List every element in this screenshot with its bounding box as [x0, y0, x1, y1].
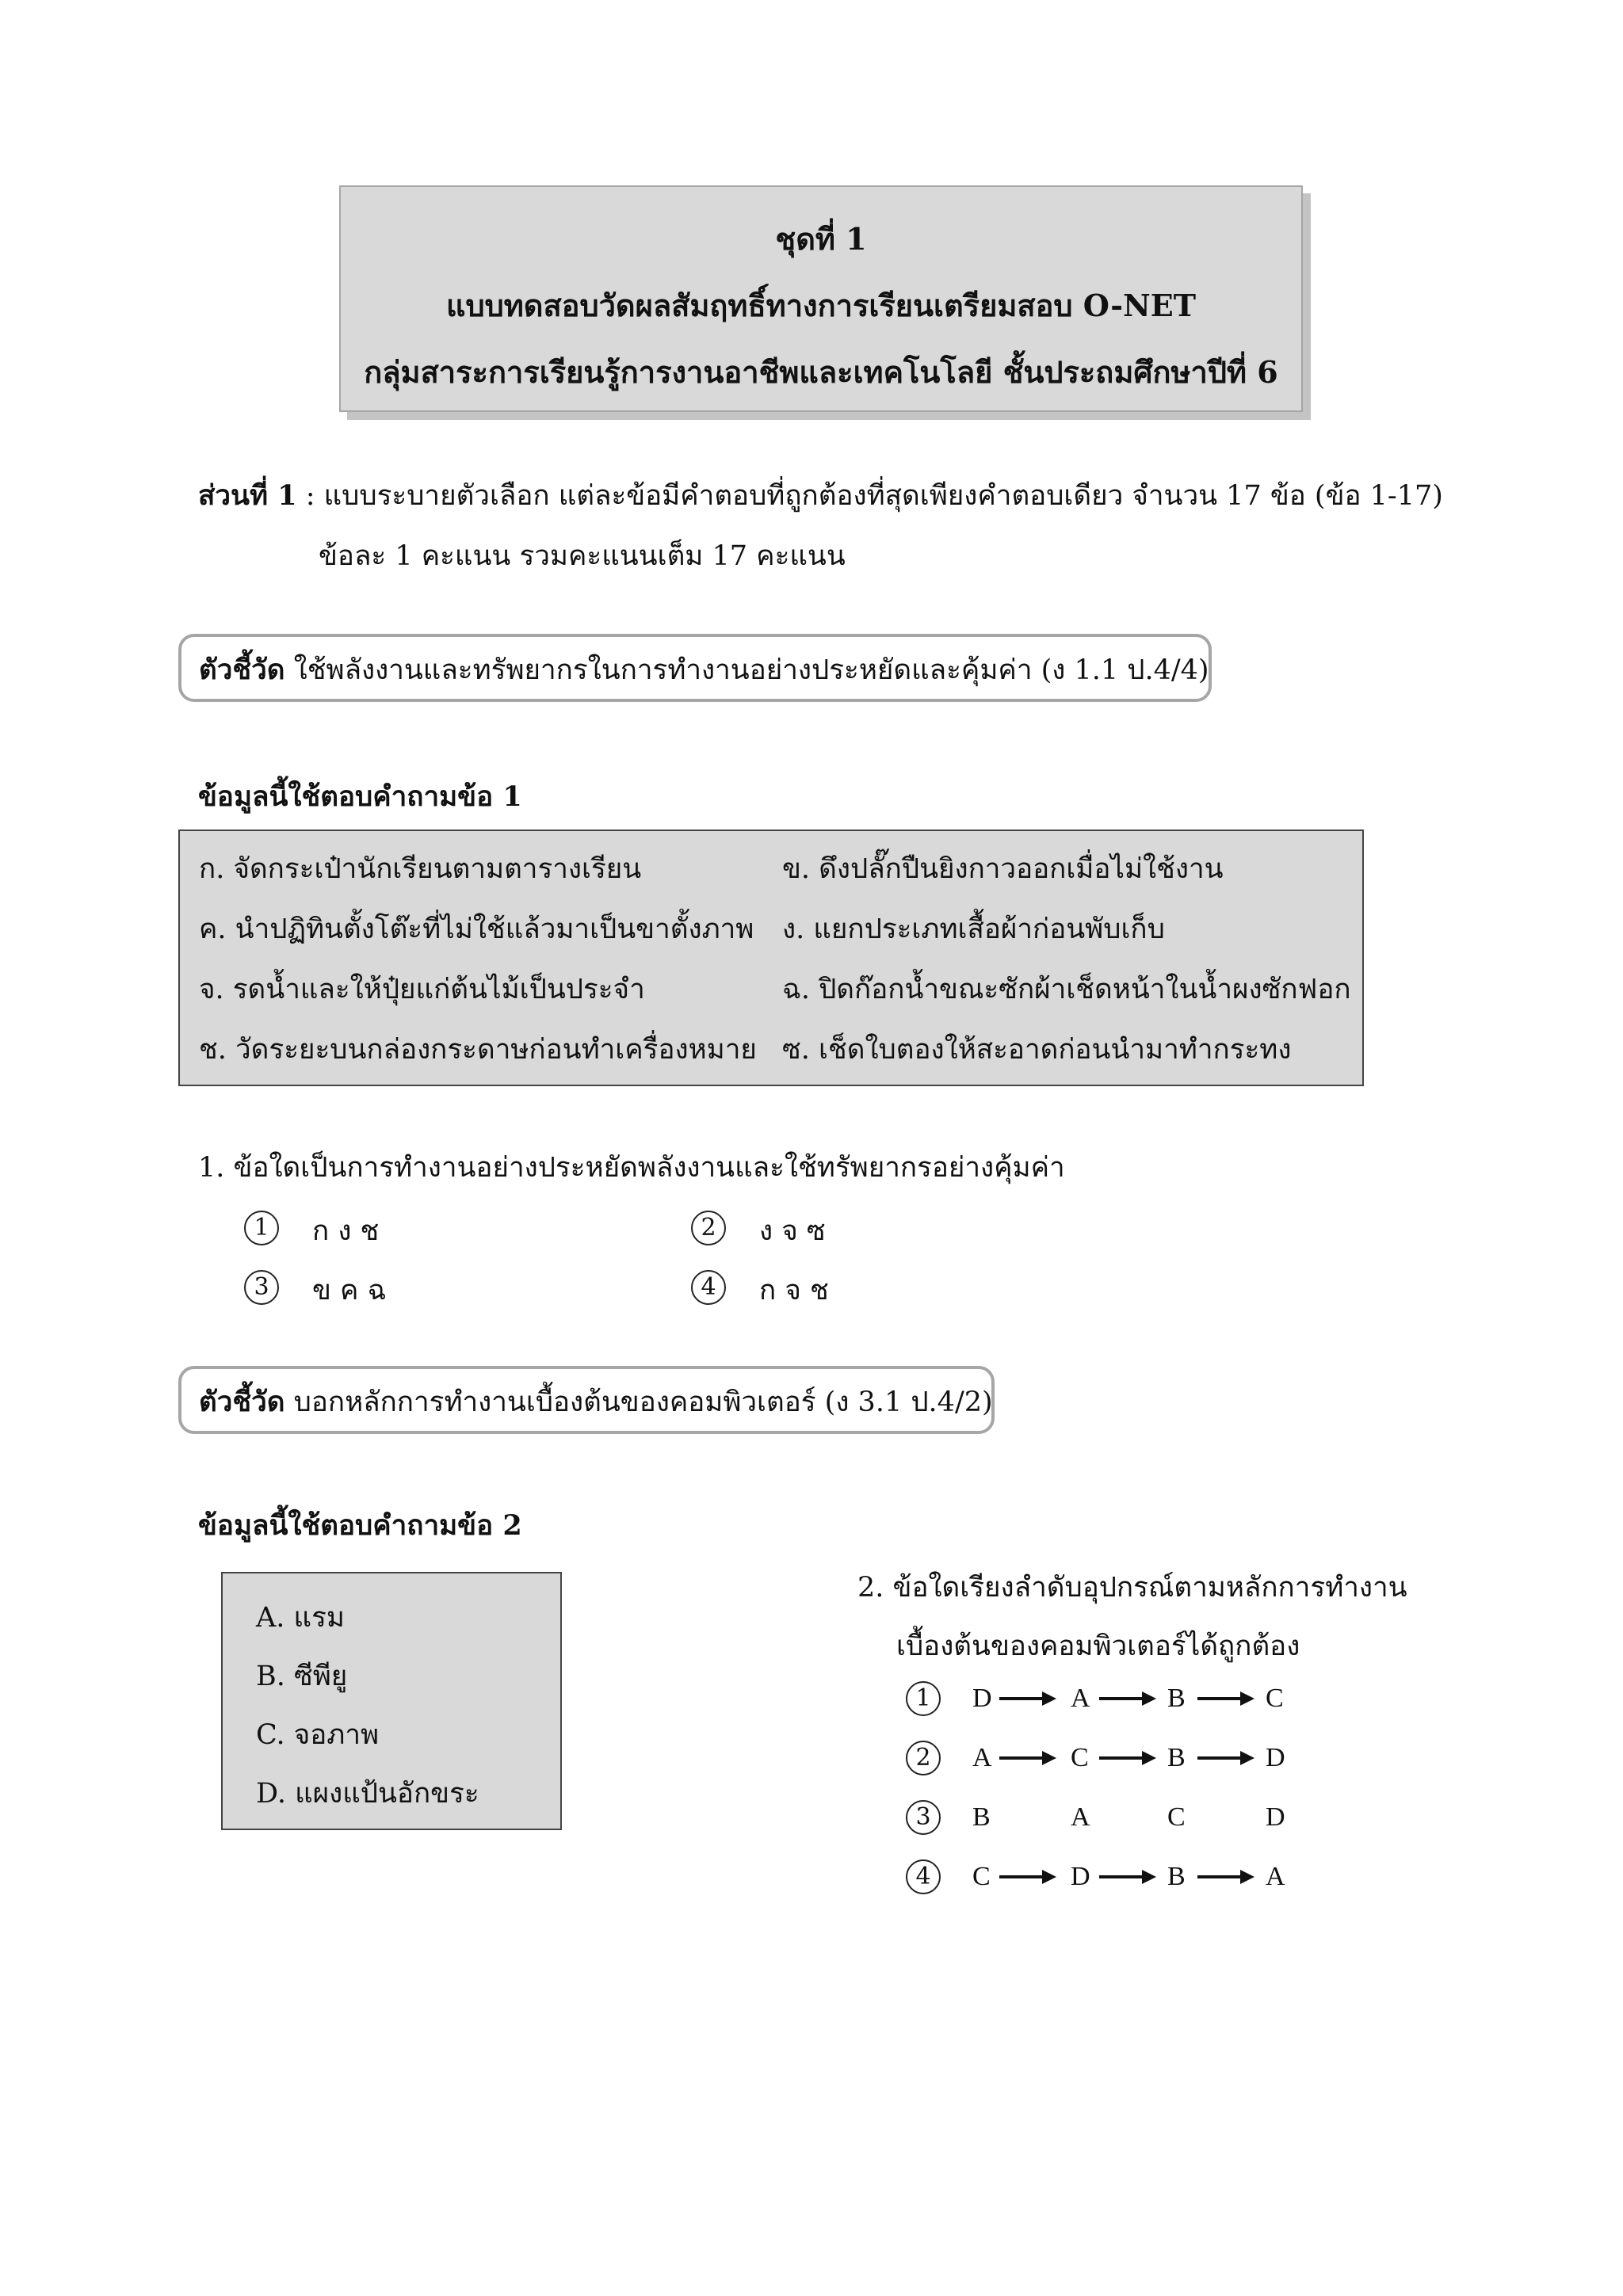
list-item: ช. วัดระยะบนกล่องกระดาษก่อนทำเครื่องหมาย — [199, 1034, 757, 1066]
q1-choice-2-circle[interactable]: 2 — [691, 1211, 726, 1245]
q1-choice-1-text: ก ง ช — [312, 1215, 380, 1247]
sequence-letter: A — [1071, 1684, 1090, 1713]
indicator-text: บอกหลักการทำงานเบื้องต้นของคอมพิวเตอร์ (ง 3.1 ป.4/2) — [285, 1386, 993, 1418]
part-text: : แบบระบายตัวเลือก แต่ละข้อมีคำตอบที่ถูกต้องที่สุดเพียงคำตอบเดียว จำนวน 17 ข้อ (ข้อ 1-17) — [296, 480, 1443, 512]
info-heading-1: ข้อมูลนี้ใช้ตอบคำถามข้อ 1 — [198, 780, 522, 813]
right-arrow-icon — [1098, 1689, 1158, 1708]
sequence-letter: D — [1266, 1802, 1285, 1832]
question-2-line-1: 2. ข้อใดเรียงลำดับอุปกรณ์ตามหลักการทำงาน — [857, 1572, 1407, 1604]
sequence-letter: C — [1071, 1743, 1089, 1772]
list-item: A. แรม — [256, 1602, 345, 1634]
q1-choice-3-text: ข ค ฉ — [312, 1275, 387, 1306]
title-test-name: แบบทดสอบวัดผลสัมฤทธิ์ทางการเรียนเตรียมสอบ O-NET — [446, 288, 1196, 323]
list-item: ก. จัดกระเป๋านักเรียนตามตารางเรียน — [199, 853, 642, 885]
indicator-box-1 — [178, 634, 1212, 702]
q1-choice-4-text: ก จ ช — [759, 1275, 829, 1306]
info-box-2 — [221, 1572, 562, 1830]
list-item: ข. ดึงปลั๊กปืนยิงกาวออกเมื่อไม่ใช้งาน — [782, 853, 1224, 885]
right-arrow-icon — [998, 1749, 1058, 1768]
title-subject: กลุ่มสาระการเรียนรู้การงานอาชีพและเทคโนโลยี ชั้นประถมศึกษาปีที่ 6 — [364, 354, 1278, 390]
part-score-line: ข้อละ 1 คะแนน รวมคะแนนเต็ม 17 คะแนน — [319, 540, 846, 572]
info-heading-2: ข้อมูลนี้ใช้ตอบคำถามข้อ 2 — [198, 1509, 522, 1542]
sequence-letter: D — [972, 1684, 992, 1713]
list-item: ฉ. ปิดก๊อกน้ำขณะซักผ้าเช็ดหน้าในน้ำผงซักฟอก — [782, 974, 1351, 1005]
indicator-label: ตัวชี้วัด — [199, 654, 285, 686]
sequence-letter: B — [1167, 1684, 1186, 1713]
right-arrow-icon — [1098, 1867, 1158, 1886]
right-arrow-icon — [1196, 1689, 1256, 1708]
indicator-text: ใช้พลังงานและทรัพยากรในการทำงานอย่างประหยัดและคุ้มค่า (ง 1.1 ป.4/4) — [285, 654, 1209, 686]
sequence-letter: D — [1071, 1862, 1090, 1891]
sequence-letter: B — [1167, 1862, 1186, 1891]
sequence-letter: C — [1167, 1802, 1186, 1832]
part-instruction — [198, 474, 1443, 517]
q2-choice-1-circle[interactable]: 1 — [906, 1681, 941, 1716]
list-item: จ. รดน้ำและให้ปุ๋ยแก่ต้นไม้เป็นประจำ — [199, 974, 645, 1005]
sequence-letter: B — [972, 1802, 991, 1832]
list-item: D. แผงแป้นอักขระ — [256, 1778, 479, 1810]
sequence-letter: A — [1071, 1802, 1090, 1832]
question-1: 1. ข้อใดเป็นการทำงานอย่างประหยัดพลังงานและใช้ทรัพยากรอย่างคุ้มค่า — [198, 1152, 1065, 1184]
right-arrow-icon — [998, 1867, 1058, 1886]
sequence-letter: C — [1266, 1684, 1284, 1713]
right-arrow-icon — [1098, 1749, 1158, 1768]
indicator-box-2 — [178, 1366, 995, 1434]
title-set-number: ชุดที่ 1 — [775, 221, 867, 257]
indicator-label: ตัวชี้วัด — [199, 1386, 285, 1418]
q1-choice-1-circle[interactable]: 1 — [244, 1211, 279, 1245]
part-label: ส่วนที่ 1 — [198, 479, 297, 512]
list-item: ง. แยกประเภทเสื้อผ้าก่อนพับเก็บ — [782, 913, 1165, 945]
right-arrow-icon — [998, 1689, 1058, 1708]
sequence-letter: C — [972, 1862, 991, 1891]
right-arrow-icon — [1196, 1749, 1256, 1768]
q1-choice-2-text: ง จ ซ — [759, 1215, 826, 1247]
question-2-line-2: เบื้องต้นของคอมพิวเตอร์ได้ถูกต้อง — [896, 1630, 1300, 1662]
list-item: C. จอภาพ — [256, 1719, 380, 1751]
list-item: ค. นำปฏิทินตั้งโต๊ะที่ไม่ใช้แล้วมาเป็นขาตั้งภาพ — [199, 913, 754, 945]
title-box — [339, 185, 1303, 412]
q2-choice-4-circle[interactable]: 4 — [906, 1859, 941, 1894]
list-item: ซ. เช็ดใบตองให้สะอาดก่อนนำมาทำกระทง — [782, 1034, 1292, 1066]
q2-choice-3-circle[interactable]: 3 — [906, 1800, 941, 1835]
q2-choice-2-circle[interactable]: 2 — [906, 1741, 941, 1775]
q1-choice-3-circle[interactable]: 3 — [244, 1270, 279, 1305]
sequence-letter: A — [1266, 1862, 1285, 1891]
info-box-1 — [178, 830, 1364, 1086]
sequence-letter: D — [1266, 1743, 1285, 1772]
q1-choice-4-circle[interactable]: 4 — [691, 1270, 726, 1305]
right-arrow-icon — [1196, 1867, 1256, 1886]
sequence-letter: B — [1167, 1743, 1186, 1772]
sequence-letter: A — [972, 1743, 992, 1772]
list-item: B. ซีพียู — [256, 1661, 348, 1692]
